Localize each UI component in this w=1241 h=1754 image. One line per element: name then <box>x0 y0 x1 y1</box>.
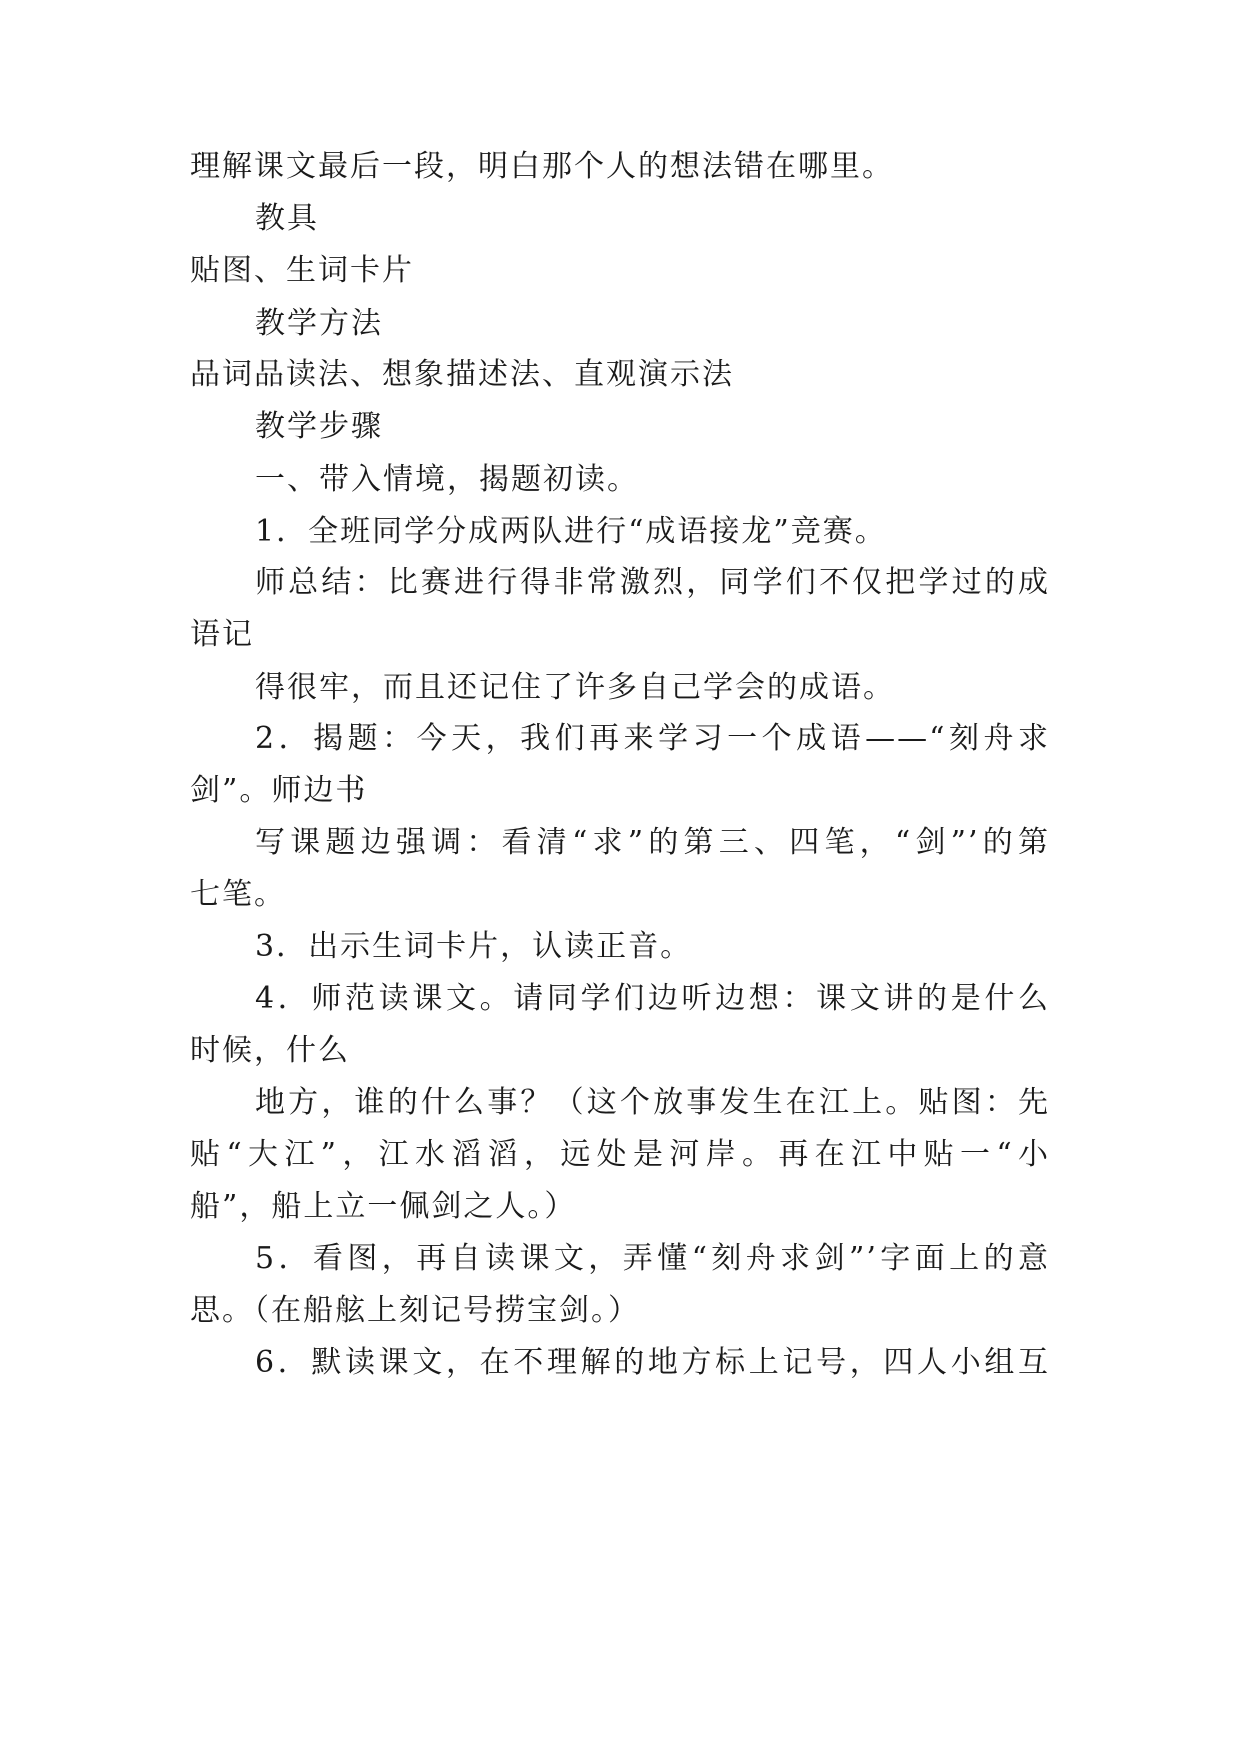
text-line: 4．师范读课文。请同学们边听边想：课文讲的是什么 <box>255 981 1050 1016</box>
text-line: 1．全班同学分成两队进行“成语接龙”竞赛。 <box>255 514 887 549</box>
section-heading-teaching-steps: 教学步骤 <box>255 409 383 444</box>
text-line: 地方，谁的什么事？（这个放事发生在江上。贴图：先 <box>255 1085 1050 1120</box>
text-line: 2．揭题：今天，我们再来学习一个成语——“刻舟求 <box>255 721 1050 756</box>
text-line: 品词品读法、想象描述法、直观演示法 <box>190 357 734 392</box>
text-line: 5．看图，再自读课文，弄懂“刻舟求剑”’字面上的意 <box>255 1241 1050 1276</box>
section-heading-teaching-methods: 教学方法 <box>255 306 383 341</box>
text-line: 思。（在船舷上刻记号捞宝剑。） <box>190 1293 640 1328</box>
text-line: 一、带入情境，揭题初读。 <box>255 462 639 497</box>
text-line: 语记 <box>190 617 254 652</box>
text-line: 贴图、生词卡片 <box>190 253 414 288</box>
text-line: 船”，船上立一佩剑之人。） <box>190 1189 577 1224</box>
text-line: 3．出示生词卡片，认读正音。 <box>255 929 693 964</box>
text-line: 得很牢，而且还记住了许多自己学会的成语。 <box>255 670 895 705</box>
text-line: 贴“大江”，江水滔滔，远处是河岸。再在江中贴一“小 <box>190 1137 1050 1172</box>
text-line: 时候，什么 <box>190 1033 350 1068</box>
text-line: 师总结：比赛进行得非常激烈，同学们不仅把学过的成 <box>255 565 1050 600</box>
text-line: 写课题边强调：看清“求”的第三、四笔，“剑”’的第 <box>255 825 1050 860</box>
text-line: 理解课文最后一段，明白那个人的想法错在哪里。 <box>190 149 894 184</box>
text-line: 剑”。师边书 <box>190 773 368 808</box>
text-line: 6．默读课文，在不理解的地方标上记号，四人小组互 <box>255 1345 1050 1380</box>
section-heading-teaching-aids: 教具 <box>255 201 319 236</box>
text-line: 七笔。 <box>190 877 286 912</box>
